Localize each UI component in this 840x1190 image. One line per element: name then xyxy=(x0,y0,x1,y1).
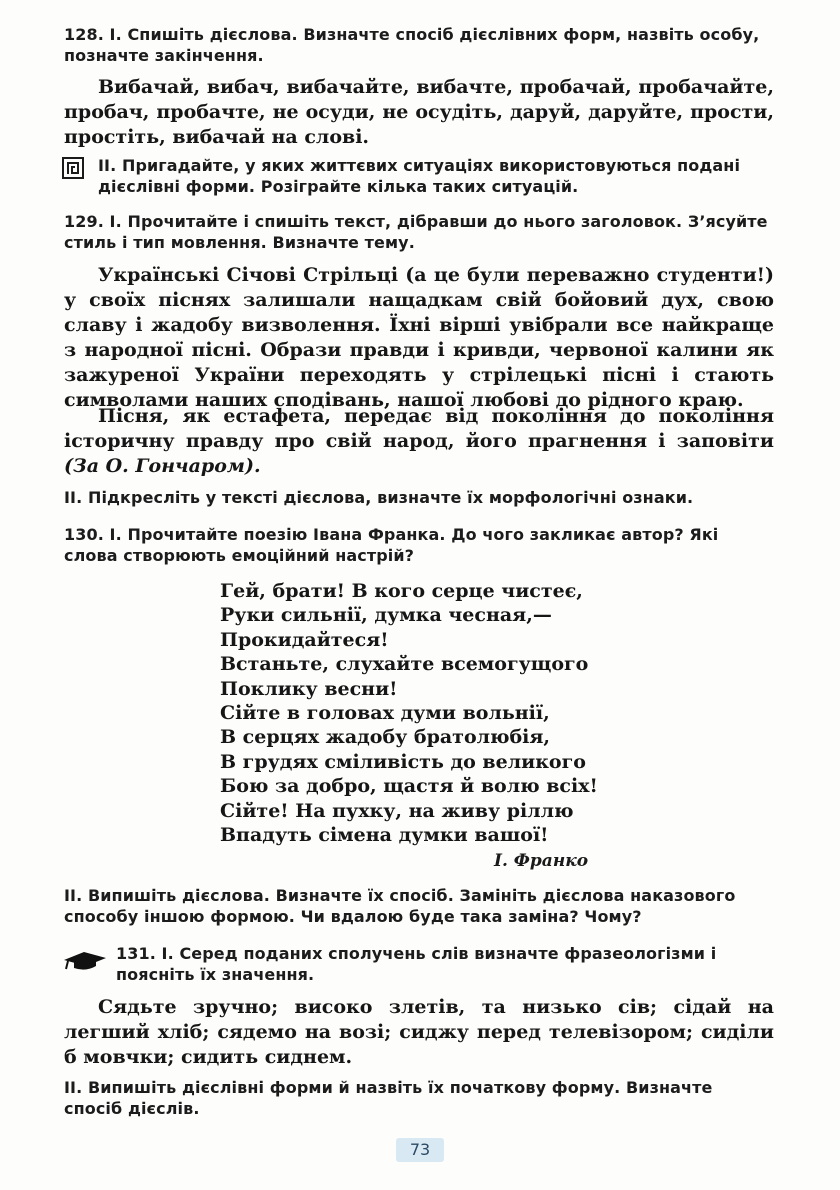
page-number: 73 xyxy=(396,1138,444,1162)
ex128-task1: 128. І. Спишіть дієслова. Визначте спосіб дієслівних форм, назвіть особу, позначте закінчення. xyxy=(64,25,760,65)
spiral-icon xyxy=(62,157,84,179)
ex130-task1: 130. І. Прочитайте поезію Івана Франка. До чого закликає автор? Які слова створюють емоційний настрій? xyxy=(64,525,719,565)
poem-author: І. Франко xyxy=(494,851,589,871)
ex131-text: Сядьте зручно; високо злетів, та низько сів; сідай на легший хліб; сядемо на возі; сиджу перед телевізором; сиділи б мовчки; сидить сиднем. xyxy=(64,996,774,1068)
ex130-task2: ІІ. Випишіть дієслова. Визначте їх спосіб. Замініть дієслова наказового способу іншою формою. Чи вдалою буде така заміна? Чому? xyxy=(64,886,736,926)
ex129-source: (За О. Гончаром). xyxy=(64,455,261,477)
ex129-para2 xyxy=(64,404,774,479)
ex129-para2-text: Пісня, як естафета, передає від покоління до покоління історичну правду про свій народ, його прагнення і заповіти xyxy=(64,405,774,452)
poem-line: Сійте в головах думи вольнії, xyxy=(220,702,550,725)
poem-line: Руки сильнії, думка чесная,— xyxy=(220,604,552,627)
poem-line: Впадуть сімена думки вашої! xyxy=(220,824,549,847)
ex131-task2: ІІ. Випишіть дієслівні форми й назвіть їх початкову форму. Визначте спосіб дієслів. xyxy=(64,1078,713,1118)
poem xyxy=(220,579,640,847)
ex128-task2: ІІ. Пригадайте, у яких життєвих ситуаціях використовуються подані дієслівні форми. Розіграйте кілька таких ситуацій. xyxy=(98,156,741,196)
poem-line: Поклику весни! xyxy=(220,677,398,700)
poem-line: Прокидайтеся! xyxy=(220,628,389,651)
poem-line: В серцях жадобу братолюбія, xyxy=(220,726,551,749)
poem-line: Гей, брати! В кого серце чистеє, xyxy=(220,580,583,602)
poem-line: Сійте! На пухку, на живу ріллю xyxy=(220,799,574,822)
poem-line: Встаньте, слухайте всемогущого xyxy=(220,653,589,676)
graduation-cap-icon xyxy=(62,948,108,970)
ex128-text: Вибачай, вибач, вибачайте, вибачте, пробачай, пробачайте, пробач, пробачте, не осуди, не осудіть, даруй, даруйте, прости, простіть, вибачай на слові. xyxy=(64,76,774,148)
ex129-task2: ІІ. Підкресліть у тексті дієслова, визначте їх морфологічні ознаки. xyxy=(64,488,694,507)
poem-line: Бою за добро, щастя й волю всіх! xyxy=(220,775,598,798)
ex129-task1: 129. І. Прочитайте і спишіть текст, дібравши до нього заголовок. З’ясуйте стиль і тип мовлення. Визначте тему. xyxy=(64,212,768,252)
poem-line: В грудях сміливість до великого xyxy=(220,750,586,773)
ex131-task1: 131. І. Серед поданих сполучень слів визначте фразеологізми і поясніть їх значення. xyxy=(116,944,717,984)
ex129-para1: Українські Січові Стрільці (а це були переважно студенти!) у своїх піснях залишали нащадкам свій бойовий дух, свою славу і жадобу визволення. Їхні вірші увібрали все найкраще з народної пісні. Образи правди і кривди, червоної калини як зажуреної України переходять у стрілецькі пісні і стають символами наших сподівань, нашої любові до рідного краю. xyxy=(64,264,774,411)
